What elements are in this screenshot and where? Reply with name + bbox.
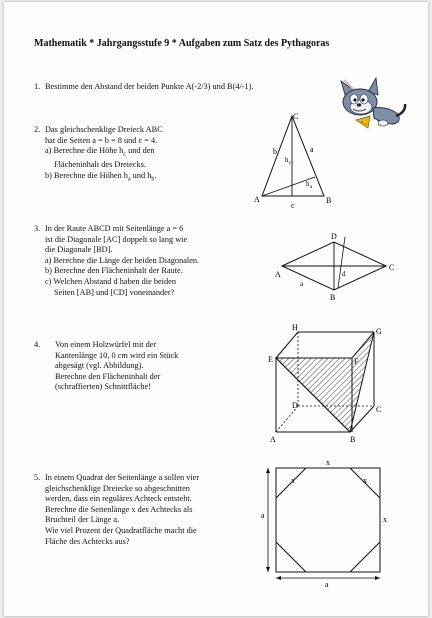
vertex-label: A	[275, 270, 281, 279]
task-line: Kantenlänge 10, 0 cm wird ein Stück	[55, 350, 179, 360]
task-line: gleichschenklige Dreiecke so abgeschnitten	[45, 483, 190, 493]
vertex-label: D	[292, 401, 298, 410]
vertex-label: D	[331, 232, 337, 241]
task-line: In einem Quadrat der Seitenlänge a sollen vier	[45, 473, 200, 482]
side-label: x	[326, 458, 330, 467]
task-line: Berechne den Flächeninhalt der	[55, 371, 161, 381]
task-line: Von einem Holzwürfel mit der	[55, 340, 157, 349]
side-label: a	[300, 280, 304, 288]
vertex-label: C	[293, 112, 299, 121]
cartoon-cat-icon	[338, 76, 408, 136]
side-label: b	[273, 147, 277, 156]
worksheet-page	[4, 2, 428, 616]
vertex-label: C	[389, 263, 395, 272]
distance-label: d	[342, 270, 346, 278]
vertex-label: G	[376, 327, 382, 336]
task-number: 2.	[34, 125, 41, 134]
rhombus-figure	[272, 230, 402, 310]
height-label: h	[285, 156, 289, 164]
vertex-label: B	[326, 196, 332, 205]
side-label: a	[310, 145, 314, 154]
task-line: ist die Diagonale [AC] doppelt so lang wie	[45, 234, 188, 244]
task-item-b: b) Berechne die Höhen $h_a$ und $h_b$.	[45, 171, 157, 183]
side-label: a	[325, 580, 329, 589]
task-number: 4.	[34, 340, 41, 349]
vertex-label: C	[376, 405, 382, 414]
height-label: a	[310, 185, 313, 190]
vertex-label: E	[268, 355, 273, 364]
task-line: werden, dass ein reguläres Achteck entsteht.	[45, 494, 192, 504]
octagon-figure	[260, 458, 400, 588]
task-item-a: a) Berechne die Länge der beiden Diagonalen.	[45, 255, 200, 265]
vertex-label: A	[270, 435, 276, 444]
triangle-figure	[252, 110, 342, 210]
task-text	[45, 473, 199, 547]
task-line: Flächeninhalt des Dreiecks.	[54, 160, 146, 170]
task-number: 1.	[34, 82, 41, 91]
task-line: In der Raute ABCD mit Seitenlänge a = 6	[45, 224, 184, 233]
task-number: 3.	[34, 224, 41, 233]
page-title: Mathematik * Jahrgangsstufe 9 * Aufgaben zum Satz des Pythagoras	[34, 38, 330, 49]
task-item-c: c) Welchen Abstand d haben die beiden	[45, 276, 176, 286]
task-number: 5.	[34, 473, 41, 482]
task-line: Fläche des Achtecks aus?	[45, 536, 130, 546]
vertex-label: F	[354, 357, 359, 366]
task-item-a: a) Berechne die Höhe $h_c$ und den	[45, 146, 155, 158]
task-text	[45, 82, 254, 93]
vertex-label: B	[350, 435, 356, 444]
task-line: Wie viel Prozent der Quadratfläche macht die	[45, 525, 197, 535]
task-item-b: b) Berechne den Flächeninhalt der Raute.	[45, 266, 183, 276]
task-line: die Diagonale [BD].	[45, 245, 113, 255]
side-label: x	[291, 476, 295, 485]
vertex-label: H	[292, 323, 298, 332]
side-label: x	[363, 476, 367, 485]
task-line: Bruchteil der Länge a.	[45, 515, 120, 525]
task-text	[45, 125, 163, 185]
task-text	[45, 224, 199, 298]
side-label: a	[261, 511, 265, 520]
vertex-label: A	[254, 195, 260, 204]
task-line: abgesägt (vgl. Abbildung).	[55, 361, 144, 371]
task-line: Das gleichschenklige Dreieck ABC	[45, 125, 163, 134]
side-label: x	[383, 515, 387, 524]
task-line: Berechne die Seitenlänge x des Achtecks als	[45, 504, 193, 514]
height-label: h	[306, 180, 310, 188]
cube-figure	[266, 324, 396, 446]
side-label: c	[291, 201, 295, 210]
task-text	[55, 340, 178, 393]
height-label: c	[289, 161, 292, 166]
task-line: (schraffierten) Schnittfläche!	[55, 382, 151, 392]
vertex-label: B	[330, 293, 336, 302]
task-line: Seiten [AB] und [CD] voneinander?	[54, 287, 175, 297]
task-line: Bestimme den Abstand der beiden Punkte A(-2/3) und B(4/-1).	[45, 82, 254, 91]
task-line: hat die Seiten a = b = 8 und c = 4.	[45, 135, 158, 145]
